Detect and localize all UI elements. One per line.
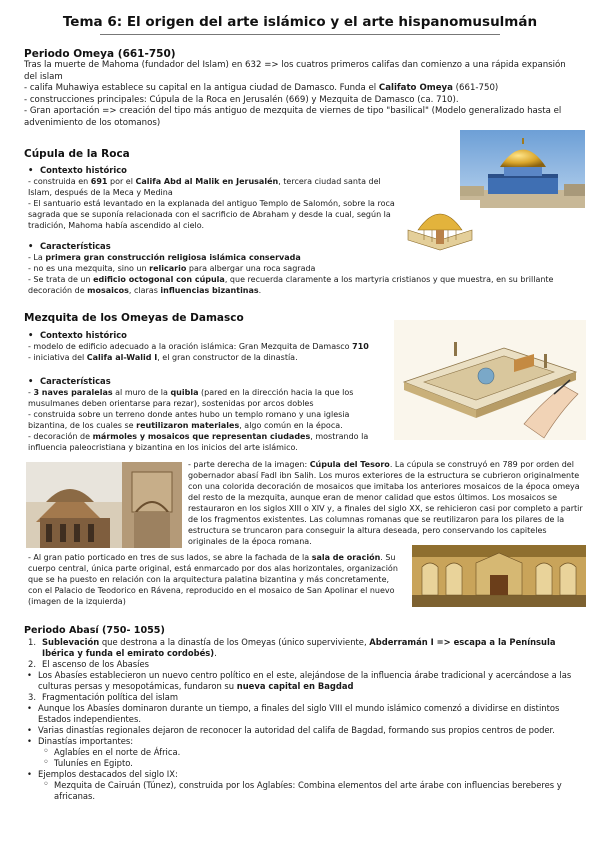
- heading-mezquita-damasco: Mezquita de los Omeyas de Damasco: [24, 312, 244, 324]
- damasco-ctx2: - iniciativa del Califa al-Walid I, el gran constructor de la dinastía.: [28, 353, 298, 362]
- damasco-car-title: • Características: [28, 376, 388, 387]
- omeya-p3: - construcciones principales: Cúpula de la Roca en Jerusalén (669) y Mezquita de Damasco (ca. 710).: [24, 94, 459, 105]
- dome-cutaway-drawing: [400, 200, 480, 260]
- page-title: Tema 6: El origen del arte islámico y el arte hispanomusulmán: [62, 14, 538, 30]
- damascus-mosque-axonometric-drawing: [394, 320, 586, 440]
- abasi-bullet-2: • Aunque los Abasíes dominaron durante un tiempo, a finales del siglo VIII el mundo islámico comenzó a dividirse en distintos Estados independientes.: [24, 703, 584, 725]
- damasco-ctx-title: • Contexto histórico: [28, 330, 408, 341]
- cupula-car1: - La primera gran construcción religiosa islámica conservada: [28, 253, 301, 262]
- abasi-bullet-1: • Los Abasíes establecieron un nuevo centro político en el este, alejándose de la influencia árabe tradicional y acercándose a las culturas persas y mesopotámicas, fundaron su nueva capital en Bagdad: [24, 670, 584, 692]
- damasco-c1: - 3 naves paralelas al muro de la quibla (pared en la dirección hacia la que los musulmanes deben orientarse para rezar), sostenidas por arcos dobles: [28, 388, 354, 408]
- omeya-text: [24, 60, 579, 130]
- damasco-contexto: [28, 330, 408, 363]
- abasi-item-3: 3. Fragmentación política del islam: [28, 692, 179, 702]
- abasi-list: [24, 637, 584, 802]
- dome-of-the-rock-photo: [460, 130, 585, 208]
- omeya-p1: Tras la muerte de Mahoma (fundador del Islam) en 632 => los cuatros primeros califas dan comienzo a una rápida expansión del islam: [24, 60, 566, 82]
- abasi-sub-3: ◦ Mezquita de Cairuán (Túnez), construida por los Aglabíes: Combina elementos del arte árabe con influencias bereberes y africanas.: [40, 780, 584, 802]
- patio-text: - Al gran patio porticado en tres de sus lados, se abre la fachada de la sala de oración. Su cuerpo central, única parte original, está enmarcado por dos alas horizontales, organización que se ha puesto en relación con la arquitectura palatina bizantina y más concretamente, con el Palacio de Teodorico en Rávena, reproducido en el mosaico de San Apolinar el nuevo (imagen de la izquierda): [28, 553, 398, 606]
- cupula-car-title: • Características: [28, 241, 588, 252]
- omeya-p4: - Gran aportación => creación del tipo más antiguo de mezquita de viernes de tipo "basilical" (Modelo generalizado hasta el advenimiento de los otomanos): [24, 106, 562, 128]
- abasi-item-1: 1. Sublevación que destrona a la dinastía de los Omeyas (único superviviente, Abderramán I => escapa a la Península Ibérica y funda el emirato cordobés).: [28, 637, 556, 658]
- title-divider: [100, 34, 500, 35]
- cupula-contexto: [28, 165, 398, 231]
- cupula-car2: - no es una mezquita, sino un relicario para albergar una roca sagrada: [28, 264, 316, 273]
- cupula-car3: - Se trata de un edificio octogonal con cúpula, que recuerda claramente a los martyria cristianos y que muestra, en su brillante decoración de mosaicos, claras influencias bizantinas.: [28, 275, 554, 295]
- heading-periodo-abasi: Periodo Abasí (750- 1055): [24, 625, 165, 636]
- abasi-sub-1: ◦ Aglabíes en el norte de África.: [40, 747, 584, 758]
- abasi-item-2: 2. El ascenso de los Abasíes: [28, 659, 149, 669]
- abasi-sub-2: ◦ Tuluníes en Egipto.: [40, 758, 584, 769]
- abasi-bullet-3: • Varias dinastías regionales dejaron de reconocer la autoridad del califa de Bagdad, formando sus propios centros de poder.: [24, 725, 584, 736]
- san-apolinar-mosaic-photo: [412, 545, 586, 607]
- cupula-ctx-title: • Contexto histórico: [28, 165, 398, 176]
- damasco-ctx1: - modelo de edificio adecuado a la oración islámica: Gran Mezquita de Damasco 710: [28, 342, 369, 351]
- damasco-c2: - construida sobre un terreno donde antes hubo un templo romano y una iglesia bizantina, de los cuales se reutilizaron materiales, algo común en la época.: [28, 410, 350, 430]
- heading-cupula-roca: Cúpula de la Roca: [24, 148, 130, 160]
- cupula-ctx2: - El santuario está levantado en la explanada del antiguo Templo de Salomón, sobre la roca sagrada que se suponía relacionada con el sacrificio de Abraham y desde la cual, según la tradición, Mahoma había ascendido al cielo.: [28, 199, 395, 230]
- abasi-bullet-4: • Dinastías importantes:: [24, 736, 584, 747]
- cupula-caracteristicas: [28, 241, 588, 296]
- damasco-caracteristicas: [28, 376, 388, 453]
- heading-periodo-omeya: Periodo Omeya (661-750): [24, 48, 176, 60]
- abasi-bullet-5: • Ejemplos destacados del siglo IX:: [24, 769, 584, 780]
- cupula-ctx1: - construida en 691 por el Califa Abd al Malik en Jerusalén, tercera ciudad santa del Islam, después de la Meca y Medina: [28, 177, 381, 197]
- tesoro-text: - parte derecha de la imagen: Cúpula del Tesoro. La cúpula se construyó en 789 por orden del gobernador abasí Fadl ibn Salih. Los muros exteriores de la estructura se cubrieron originalmente con una colorida decoración de mosaicos que imitaba los anteriores mosaicos de la época omeya del resto de la mezquita, aunque eran de menor calidad que estos últimos. Los mosaicos se restauraron en los siglos XIII o XIV y, a finales del siglo XX, se rehicieron casi por completo a partir de los fragmentos existentes. Las columnas romanas que se reutilizaron para los pilares de la estructura se truncaron para conseguir la altura deseada, pero conservando los capiteles originales de la época romana.: [188, 460, 583, 546]
- omeya-p2: - califa Muhawiya establece su capital en la antigua ciudad de Damasco. Funda el Califato Omeya (661-750): [24, 83, 499, 94]
- damasco-c3: - decoración de mármoles y mosaicos que representan ciudades, mostrando la influencia paleocristiana y bizantina en los inicios del arte islámico.: [28, 432, 369, 452]
- treasury-dome-photo: [26, 462, 182, 548]
